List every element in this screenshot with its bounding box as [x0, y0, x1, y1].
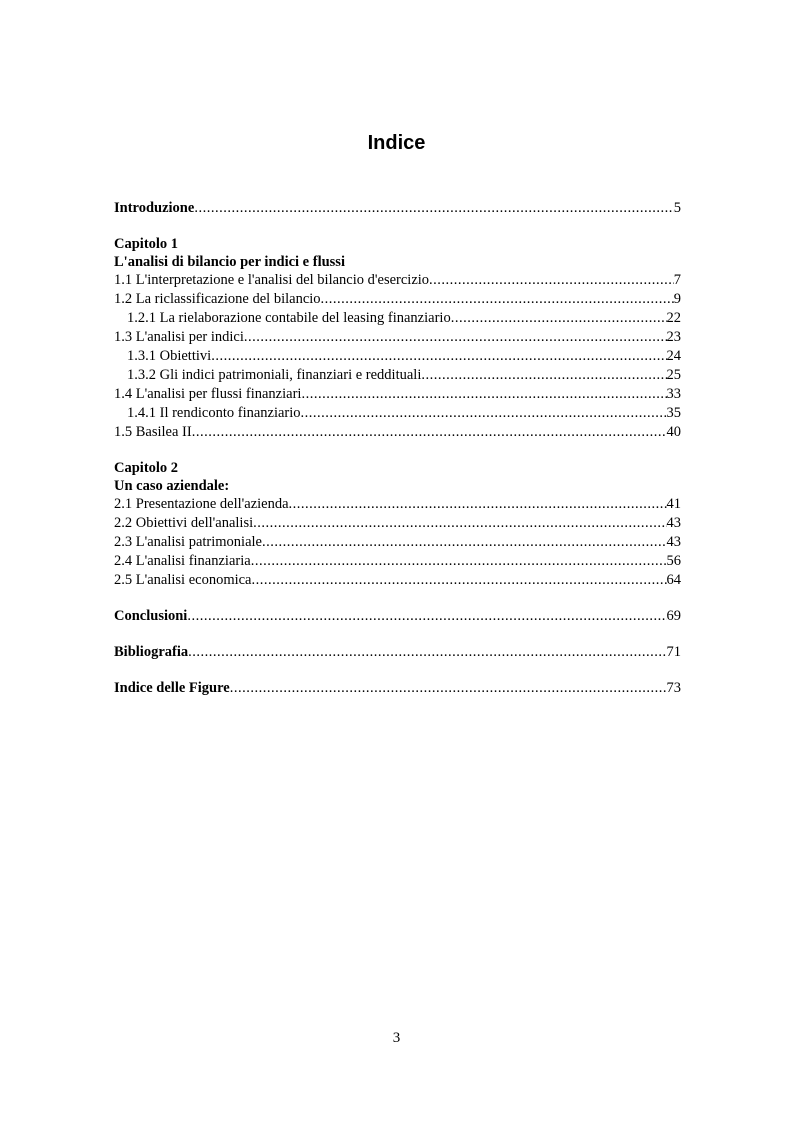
toc-entry-label: 2.1 Presentazione dell'azienda	[114, 496, 289, 512]
toc-entry-label: Bibliografia	[114, 644, 189, 660]
toc-entry-2-2[interactable]	[114, 514, 681, 533]
toc-entry-label: 1.4.1 Il rendiconto finanziario	[127, 405, 301, 421]
toc-entry-1-4-1[interactable]	[114, 404, 681, 423]
toc-leader-dots	[192, 423, 667, 442]
toc-entry-2-3[interactable]	[114, 533, 681, 552]
toc-entry-label: Indice delle Figure	[114, 680, 230, 696]
toc-entry-page: 73	[666, 680, 681, 696]
toc-entry-label: Introduzione	[114, 200, 195, 216]
toc-entry-conclusions[interactable]	[114, 607, 681, 626]
page-number: 3	[392, 1030, 401, 1046]
toc-entry-2-5[interactable]	[114, 571, 681, 590]
toc-entry-1-2[interactable]	[114, 290, 681, 309]
toc-entry-1-3[interactable]	[114, 328, 681, 347]
toc-leader-dots	[301, 385, 666, 404]
toc-entry-page: 40	[666, 424, 681, 440]
toc-entry-page: 22	[666, 310, 681, 326]
toc-entry-figures-index[interactable]	[114, 679, 681, 698]
toc-entry-page: 7	[673, 272, 681, 288]
toc-entry-page: 71	[666, 644, 681, 660]
toc-entry-1-3-1[interactable]	[114, 347, 681, 366]
toc-leader-dots	[301, 404, 667, 423]
toc-entry-page: 43	[666, 515, 681, 531]
toc-entry-label: 1.4 L'analisi per flussi finanziari	[114, 386, 302, 402]
toc-entry-page: 56	[666, 553, 681, 569]
toc-leader-dots	[262, 533, 667, 552]
chapter-2-label: Capitolo 2	[114, 460, 179, 476]
toc-entry-label: 2.5 L'analisi economica	[114, 572, 252, 588]
toc-entry-2-1[interactable]	[114, 495, 681, 514]
toc-entry-label: 2.2 Obiettivi dell'analisi	[114, 515, 254, 531]
toc-entry-label: 2.4 L'analisi finanziaria	[114, 553, 251, 569]
toc-entry-label: 1.3.2 Gli indici patrimoniali, finanziari e reddituali	[127, 367, 422, 383]
toc-entry-2-4[interactable]	[114, 552, 681, 571]
toc-entry-page: 25	[666, 367, 681, 383]
toc-entry-1-5[interactable]	[114, 423, 681, 442]
toc-leader-dots	[251, 552, 667, 571]
toc-entry-label: 1.3 L'analisi per indici	[114, 329, 244, 345]
toc-entry-page: 41	[666, 496, 681, 512]
toc-entry-page: 64	[666, 572, 681, 588]
toc-leader-dots	[252, 571, 667, 590]
toc-entry-label: Conclusioni	[114, 608, 188, 624]
toc-entry-page: 23	[666, 329, 681, 345]
toc-leader-dots	[451, 309, 667, 328]
page-title: Indice	[367, 132, 426, 154]
chapter-2-subtitle: Un caso aziendale:	[114, 478, 230, 494]
toc-entry-1-1[interactable]	[114, 271, 681, 290]
toc-leader-dots	[289, 495, 667, 514]
toc-entry-page: 5	[673, 200, 681, 216]
table-of-contents	[114, 199, 681, 698]
toc-entry-page: 69	[666, 608, 681, 624]
toc-entry-1-2-1[interactable]	[114, 309, 681, 328]
toc-entry-label: 1.2.1 La rielaborazione contabile del leasing finanziario	[127, 310, 451, 326]
toc-leader-dots	[253, 514, 666, 533]
toc-entry-label: 1.3.1 Obiettivi	[127, 348, 212, 364]
toc-leader-dots	[187, 607, 666, 626]
toc-entry-page: 24	[666, 348, 681, 364]
toc-entry-label: 1.1 L'interpretazione e l'analisi del bilancio d'esercizio	[114, 272, 430, 288]
toc-entry-page: 9	[673, 291, 681, 307]
toc-leader-dots	[188, 643, 666, 662]
toc-entry-page: 33	[666, 386, 681, 402]
chapter-1-label: Capitolo 1	[114, 236, 179, 252]
toc-entry-label: 1.5 Basilea II	[114, 424, 192, 440]
toc-leader-dots	[429, 271, 674, 290]
toc-entry-page: 43	[666, 534, 681, 550]
toc-leader-dots	[230, 679, 667, 698]
toc-entry-label: 2.3 L'analisi patrimoniale	[114, 534, 262, 550]
chapter-1-subtitle: L'analisi di bilancio per indici e flussi	[114, 254, 345, 270]
toc-leader-dots	[421, 366, 666, 385]
toc-entry-page: 35	[666, 405, 681, 421]
toc-leader-dots	[321, 290, 674, 309]
toc-entry-1-3-2[interactable]	[114, 366, 681, 385]
toc-leader-dots	[244, 328, 667, 347]
toc-leader-dots	[194, 199, 673, 218]
toc-entry-label: 1.2 La riclassificazione del bilancio	[114, 291, 321, 307]
toc-entry-1-4[interactable]	[114, 385, 681, 404]
toc-leader-dots	[211, 347, 666, 366]
toc-entry-bibliography[interactable]	[114, 643, 681, 662]
toc-entry-introduction[interactable]	[114, 199, 681, 218]
